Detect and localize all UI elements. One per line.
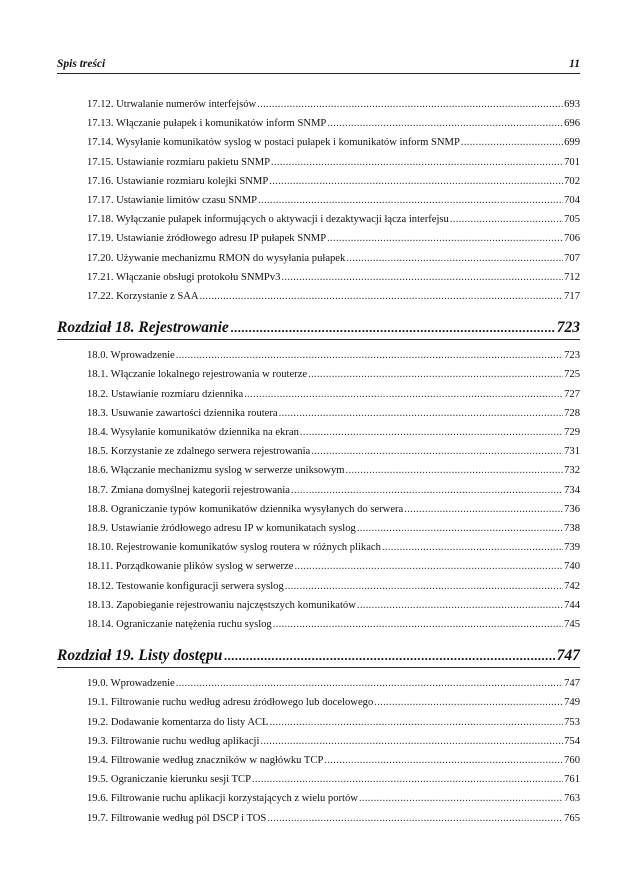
toc-entry[interactable] <box>87 368 580 381</box>
dot-leader <box>346 464 564 477</box>
dot-leader <box>346 252 563 265</box>
toc-entry[interactable] <box>87 812 580 825</box>
dot-leader <box>291 484 563 497</box>
toc-entry-page: 754 <box>564 735 580 747</box>
toc-entry[interactable] <box>87 98 580 111</box>
toc-entry-page: 753 <box>564 716 580 728</box>
toc-entry-label: 19.6. Filtrowanie ruchu aplikacji korzystających z wielu portów <box>87 793 358 805</box>
toc-entry-page: 747 <box>564 678 580 690</box>
dot-leader <box>271 156 563 169</box>
dot-leader <box>257 98 563 111</box>
toc-entry-page: 712 <box>564 271 580 283</box>
dot-leader <box>359 792 563 805</box>
toc-entry[interactable] <box>87 735 580 748</box>
dot-leader <box>285 580 563 593</box>
toc-entry[interactable] <box>87 232 580 245</box>
toc-entry[interactable] <box>87 599 580 612</box>
toc-entry[interactable] <box>87 464 580 477</box>
toc-entry-page: 693 <box>564 99 580 110</box>
toc-entry-page: 728 <box>564 407 580 419</box>
dot-leader <box>273 618 563 631</box>
toc-entry-label: 18.7. Zmiana domyślnej kategorii rejestrowania <box>87 484 290 496</box>
dot-leader <box>231 319 555 337</box>
running-header <box>57 58 580 70</box>
toc-entry-label: 17.21. Włączanie obsługi protokołu SNMPv3 <box>87 271 281 283</box>
toc-entry[interactable] <box>87 754 580 767</box>
toc-entry-label: 19.0. Wprowadzenie <box>87 678 175 690</box>
dot-leader <box>450 213 563 226</box>
toc-entry-label: 18.1. Włączanie lokalnego rejestrowania w routerze <box>87 369 308 381</box>
toc-entry-label: 18.13. Zapobieganie rejestrowaniu najczęstszych komunikatów <box>87 599 356 611</box>
toc-entry-label: 17.12. Utrwalanie numerów interfejsów <box>87 99 257 110</box>
toc-entry[interactable] <box>87 271 580 284</box>
dot-leader <box>200 290 564 303</box>
dot-leader <box>267 812 563 825</box>
toc-entry-page: 734 <box>564 484 580 496</box>
toc-entry-page: 727 <box>564 388 580 400</box>
toc-entry-page: 744 <box>564 599 580 611</box>
toc-entry-page: 696 <box>564 118 580 130</box>
dot-leader <box>252 773 563 786</box>
toc-entry-page: 742 <box>564 580 580 592</box>
chapter-heading <box>57 319 580 337</box>
header-title: Spis treści <box>57 58 106 70</box>
toc-entry-page: 731 <box>564 446 580 458</box>
toc-entry[interactable] <box>87 194 580 207</box>
toc-entry[interactable] <box>87 560 580 573</box>
toc-entry[interactable] <box>87 580 580 593</box>
toc-entry[interactable] <box>87 792 580 805</box>
dot-leader <box>269 175 563 188</box>
toc-entry[interactable] <box>87 290 580 303</box>
toc-entry-page: 740 <box>564 561 580 573</box>
toc-entry-page: 745 <box>564 619 580 630</box>
chapter-page: 747 <box>556 647 580 665</box>
chapter-rule <box>57 339 580 340</box>
dot-leader <box>404 503 563 516</box>
chapter-rule <box>57 667 580 668</box>
toc-entry-label: 17.13. Włączanie pułapek i komunikatów inform SNMP <box>87 118 327 130</box>
toc-entry-label: 17.16. Ustawianie rozmiaru kolejki SNMP <box>87 175 269 187</box>
toc-entry[interactable] <box>87 696 580 709</box>
toc-entry[interactable] <box>87 407 580 420</box>
toc-entry[interactable] <box>87 445 580 458</box>
toc-entry[interactable] <box>87 541 580 554</box>
dot-leader <box>176 677 563 690</box>
dot-leader <box>294 560 563 573</box>
toc-entry-label: 18.4. Wysyłanie komunikatów dziennika na ekran <box>87 427 299 438</box>
dot-leader <box>258 194 563 207</box>
toc-entry[interactable] <box>87 136 580 149</box>
toc-entry[interactable] <box>87 522 580 535</box>
dot-leader <box>311 445 563 458</box>
toc-entry-label: 19.2. Dodawanie komentarza do listy ACL <box>87 716 269 728</box>
toc-entry[interactable] <box>87 503 580 516</box>
toc-entry-page: 732 <box>564 465 580 477</box>
toc-entry-page: 765 <box>564 812 580 824</box>
toc-entry-label: 18.12. Testowanie konfiguracji serwera syslog <box>87 580 284 592</box>
toc-entry-label: 17.18. Wyłączanie pułapek informujących o aktywacji i dezaktywacji łącza interfejsu <box>87 214 449 226</box>
toc-entry[interactable] <box>87 484 580 497</box>
toc-entry[interactable] <box>87 677 580 690</box>
dot-leader <box>244 388 563 401</box>
dot-leader <box>327 117 563 130</box>
dot-leader <box>357 522 563 535</box>
dot-leader <box>176 349 563 362</box>
toc-entry[interactable] <box>87 175 580 188</box>
toc-entry[interactable] <box>87 349 580 362</box>
dot-leader <box>324 754 563 767</box>
dot-leader <box>300 426 563 439</box>
dot-leader <box>224 647 554 665</box>
toc-entry[interactable] <box>87 117 580 130</box>
toc-entry[interactable] <box>87 388 580 401</box>
toc-entry-page: 705 <box>564 214 580 226</box>
dot-leader <box>260 735 563 748</box>
chapter-heading <box>57 647 580 665</box>
chapter-title: Rozdział 19. Listy dostępu <box>57 647 223 665</box>
dot-leader <box>270 716 564 729</box>
toc-entry-page: 706 <box>564 233 580 245</box>
dot-leader <box>374 696 563 709</box>
toc-entry-label: 18.10. Rejestrowanie komunikatów syslog routera w różnych plikach <box>87 542 381 554</box>
toc-entry-page: 723 <box>564 350 580 362</box>
toc-entry-label: 17.14. Wysyłanie komunikatów syslog w postaci pułapek i komunikatów inform SNMP <box>87 137 460 149</box>
toc-entry-page: 707 <box>564 252 580 264</box>
header-page-number: 11 <box>569 58 580 70</box>
toc-entry-page: 725 <box>564 369 580 381</box>
toc-entry-label: 18.9. Ustawianie źródłowego adresu IP w komunikatach syslog <box>87 523 356 534</box>
toc-entry-label: 19.1. Filtrowanie ruchu według adresu źródłowego lub docelowego <box>87 697 374 709</box>
dot-leader <box>382 541 563 554</box>
toc-entry-page: 729 <box>564 427 580 438</box>
chapter-title: Rozdział 18. Rejestrowanie <box>57 319 229 337</box>
toc-entry-label: 19.5. Ograniczanie kierunku sesji TCP <box>87 774 251 786</box>
toc-entry-label: 18.14. Ograniczanie natężenia ruchu syslog <box>87 619 272 630</box>
toc-entry-label: 18.5. Korzystanie ze zdalnego serwera rejestrowania <box>87 446 311 458</box>
dot-leader <box>357 599 563 612</box>
toc-entry[interactable] <box>87 426 580 439</box>
toc-entry-page: 763 <box>564 793 580 805</box>
toc-entry-page: 704 <box>564 195 580 206</box>
toc-entry-label: 17.19. Ustawianie źródłowego adresu IP pułapek SNMP <box>87 233 327 245</box>
chapter-page: 723 <box>556 319 580 337</box>
toc-entry-page: 736 <box>564 503 580 515</box>
dot-leader <box>279 407 563 420</box>
toc-entry-label: 18.3. Usuwanie zawartości dziennika routera <box>87 407 278 419</box>
toc-entry-label: 18.6. Włączanie mechanizmu syslog w serwerze uniksowym <box>87 465 345 477</box>
toc-entry-page: 699 <box>564 137 580 149</box>
toc-entry-label: 19.3. Filtrowanie ruchu według aplikacji <box>87 735 260 747</box>
toc-entry[interactable] <box>87 773 580 786</box>
toc-entry-page: 717 <box>564 291 580 302</box>
dot-leader <box>281 271 563 284</box>
toc-entry-label: 18.2. Ustawianie rozmiaru dziennika <box>87 388 244 400</box>
toc-entry[interactable] <box>87 618 580 631</box>
toc-entry[interactable] <box>87 252 580 265</box>
toc-entry-label: 18.8. Ograniczanie typów komunikatów dziennika wysyłanych do serwera <box>87 503 404 515</box>
dot-leader <box>327 232 563 245</box>
toc-entry[interactable] <box>87 156 580 169</box>
toc-entry-page: 739 <box>564 542 580 554</box>
dot-leader <box>308 368 563 381</box>
toc-entry-label: 19.7. Filtrowanie według pól DSCP i TOS <box>87 812 267 824</box>
toc-entry-page: 702 <box>564 175 580 187</box>
toc-entry[interactable] <box>87 716 580 729</box>
toc-entry-page: 749 <box>564 697 580 709</box>
header-rule <box>57 73 580 74</box>
toc-entry-page: 761 <box>564 774 580 786</box>
toc-entry-label: 17.22. Korzystanie z SAA <box>87 291 199 302</box>
toc-entry-label: 18.11. Porządkowanie plików syslog w serwerze <box>87 561 294 573</box>
toc-entry-label: 17.15. Ustawianie rozmiaru pakietu SNMP <box>87 156 271 168</box>
toc-entry-page: 760 <box>564 755 580 766</box>
toc-entry-page: 701 <box>564 156 580 168</box>
toc-entry[interactable] <box>87 213 580 226</box>
toc-entry-label: 18.0. Wprowadzenie <box>87 350 175 362</box>
toc-entry-label: 17.17. Ustawianie limitów czasu SNMP <box>87 195 258 206</box>
dot-leader <box>461 136 563 149</box>
toc-entry-label: 19.4. Filtrowanie według znaczników w nagłówku TCP <box>87 755 324 766</box>
toc-entry-page: 738 <box>564 523 580 534</box>
toc-entry-label: 17.20. Używanie mechanizmu RMON do wysyłania pułapek <box>87 252 346 264</box>
